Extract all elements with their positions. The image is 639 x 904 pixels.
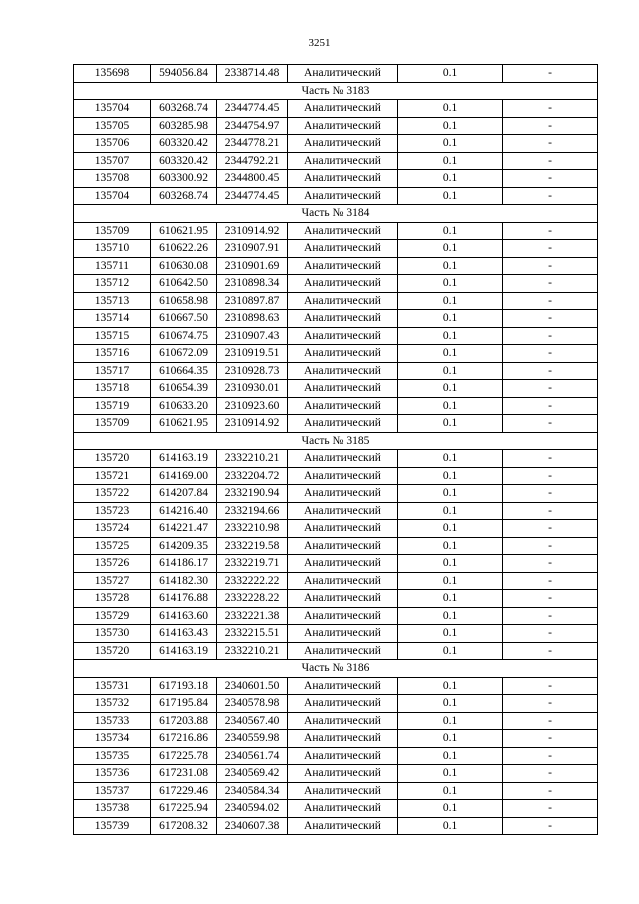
y-coordinate-cell: 2332222.22: [217, 572, 288, 590]
description-cell: -: [503, 765, 598, 783]
point-number-cell: 135726: [74, 555, 151, 573]
method-cell: Аналитический: [288, 677, 398, 695]
description-cell: -: [503, 625, 598, 643]
method-cell: Аналитический: [288, 520, 398, 538]
table-row: [74, 800, 598, 818]
x-coordinate-cell: 610622.26: [151, 240, 217, 258]
accuracy-cell: 0.1: [398, 572, 503, 590]
method-cell: Аналитический: [288, 730, 398, 748]
method-cell: Аналитический: [288, 607, 398, 625]
x-coordinate-cell: 614186.17: [151, 555, 217, 573]
description-cell: -: [503, 607, 598, 625]
table-row: [74, 170, 598, 188]
x-coordinate-cell: 617231.08: [151, 765, 217, 783]
accuracy-cell: 0.1: [398, 782, 503, 800]
x-coordinate-cell: 603268.74: [151, 187, 217, 205]
accuracy-cell: 0.1: [398, 695, 503, 713]
x-coordinate-cell: 617193.18: [151, 677, 217, 695]
section-header-row: [74, 205, 598, 223]
method-cell: Аналитический: [288, 345, 398, 363]
point-number-cell: 135698: [74, 65, 151, 83]
method-cell: Аналитический: [288, 222, 398, 240]
description-cell: -: [503, 572, 598, 590]
point-number-cell: 135728: [74, 590, 151, 608]
description-cell: -: [503, 117, 598, 135]
y-coordinate-cell: 2332219.58: [217, 537, 288, 555]
y-coordinate-cell: 2340601.50: [217, 677, 288, 695]
y-coordinate-cell: 2310898.63: [217, 310, 288, 328]
method-cell: Аналитический: [288, 572, 398, 590]
point-number-cell: 135712: [74, 275, 151, 293]
table-row: [74, 642, 598, 660]
table-row: [74, 467, 598, 485]
accuracy-cell: 0.1: [398, 397, 503, 415]
x-coordinate-cell: 614176.88: [151, 590, 217, 608]
point-number-cell: 135718: [74, 380, 151, 398]
point-number-cell: 135711: [74, 257, 151, 275]
y-coordinate-cell: 2338714.48: [217, 65, 288, 83]
description-cell: -: [503, 730, 598, 748]
accuracy-cell: 0.1: [398, 747, 503, 765]
x-coordinate-cell: 617203.88: [151, 712, 217, 730]
accuracy-cell: 0.1: [398, 555, 503, 573]
table-row: [74, 817, 598, 835]
point-number-cell: 135731: [74, 677, 151, 695]
page-number: 3251: [308, 37, 331, 49]
table-row: [74, 537, 598, 555]
table-row: [74, 100, 598, 118]
x-coordinate-cell: 617208.32: [151, 817, 217, 835]
point-number-cell: 135709: [74, 415, 151, 433]
description-cell: -: [503, 345, 598, 363]
point-number-cell: 135722: [74, 485, 151, 503]
method-cell: Аналитический: [288, 485, 398, 503]
point-number-cell: 135715: [74, 327, 151, 345]
section-header-row: [74, 82, 598, 100]
accuracy-cell: 0.1: [398, 292, 503, 310]
x-coordinate-cell: 614221.47: [151, 520, 217, 538]
y-coordinate-cell: 2332228.22: [217, 590, 288, 608]
table-row: [74, 730, 598, 748]
description-cell: -: [503, 65, 598, 83]
description-cell: -: [503, 240, 598, 258]
point-number-cell: 135725: [74, 537, 151, 555]
method-cell: Аналитический: [288, 152, 398, 170]
description-cell: -: [503, 310, 598, 328]
x-coordinate-cell: 614163.19: [151, 450, 217, 468]
accuracy-cell: 0.1: [398, 450, 503, 468]
point-number-cell: 135735: [74, 747, 151, 765]
y-coordinate-cell: 2310928.73: [217, 362, 288, 380]
accuracy-cell: 0.1: [398, 170, 503, 188]
point-number-cell: 135730: [74, 625, 151, 643]
table-row: [74, 590, 598, 608]
x-coordinate-cell: 610672.09: [151, 345, 217, 363]
x-coordinate-cell: 603320.42: [151, 135, 217, 153]
method-cell: Аналитический: [288, 765, 398, 783]
method-cell: Аналитический: [288, 380, 398, 398]
point-number-cell: 135739: [74, 817, 151, 835]
section-title: Часть № 3185: [74, 432, 598, 450]
y-coordinate-cell: 2340567.40: [217, 712, 288, 730]
section-title: Часть № 3186: [74, 660, 598, 678]
point-number-cell: 135705: [74, 117, 151, 135]
description-cell: -: [503, 467, 598, 485]
table-row: [74, 485, 598, 503]
table-row: [74, 677, 598, 695]
description-cell: -: [503, 485, 598, 503]
table-row: [74, 362, 598, 380]
section-header-row: [74, 660, 598, 678]
y-coordinate-cell: 2310914.92: [217, 415, 288, 433]
y-coordinate-cell: 2310897.87: [217, 292, 288, 310]
method-cell: Аналитический: [288, 590, 398, 608]
x-coordinate-cell: 594056.84: [151, 65, 217, 83]
x-coordinate-cell: 610664.35: [151, 362, 217, 380]
point-number-cell: 135724: [74, 520, 151, 538]
y-coordinate-cell: 2332210.98: [217, 520, 288, 538]
table-row: [74, 187, 598, 205]
table-row: [74, 257, 598, 275]
description-cell: -: [503, 362, 598, 380]
method-cell: Аналитический: [288, 170, 398, 188]
y-coordinate-cell: 2344774.45: [217, 187, 288, 205]
method-cell: Аналитический: [288, 100, 398, 118]
table-body: [74, 65, 598, 835]
x-coordinate-cell: 617229.46: [151, 782, 217, 800]
point-number-cell: 135738: [74, 800, 151, 818]
table-row: [74, 520, 598, 538]
x-coordinate-cell: 610674.75: [151, 327, 217, 345]
table-row: [74, 117, 598, 135]
accuracy-cell: 0.1: [398, 590, 503, 608]
y-coordinate-cell: 2310901.69: [217, 257, 288, 275]
point-number-cell: 135719: [74, 397, 151, 415]
x-coordinate-cell: 614163.43: [151, 625, 217, 643]
x-coordinate-cell: 603285.98: [151, 117, 217, 135]
y-coordinate-cell: 2340559.98: [217, 730, 288, 748]
accuracy-cell: 0.1: [398, 327, 503, 345]
accuracy-cell: 0.1: [398, 345, 503, 363]
method-cell: Аналитический: [288, 625, 398, 643]
table-row: [74, 572, 598, 590]
accuracy-cell: 0.1: [398, 415, 503, 433]
description-cell: -: [503, 170, 598, 188]
table-row: [74, 65, 598, 83]
point-number-cell: 135737: [74, 782, 151, 800]
description-cell: -: [503, 257, 598, 275]
x-coordinate-cell: 610667.50: [151, 310, 217, 328]
accuracy-cell: 0.1: [398, 65, 503, 83]
x-coordinate-cell: 617225.78: [151, 747, 217, 765]
point-number-cell: 135704: [74, 187, 151, 205]
method-cell: Аналитический: [288, 397, 398, 415]
point-number-cell: 135721: [74, 467, 151, 485]
method-cell: Аналитический: [288, 450, 398, 468]
accuracy-cell: 0.1: [398, 257, 503, 275]
accuracy-cell: 0.1: [398, 100, 503, 118]
table-row: [74, 415, 598, 433]
method-cell: Аналитический: [288, 135, 398, 153]
accuracy-cell: 0.1: [398, 152, 503, 170]
method-cell: Аналитический: [288, 695, 398, 713]
description-cell: -: [503, 380, 598, 398]
accuracy-cell: 0.1: [398, 117, 503, 135]
point-number-cell: 135727: [74, 572, 151, 590]
x-coordinate-cell: 614163.19: [151, 642, 217, 660]
method-cell: Аналитический: [288, 187, 398, 205]
y-coordinate-cell: 2344778.21: [217, 135, 288, 153]
x-coordinate-cell: 610658.98: [151, 292, 217, 310]
accuracy-cell: 0.1: [398, 467, 503, 485]
description-cell: -: [503, 747, 598, 765]
x-coordinate-cell: 603300.92: [151, 170, 217, 188]
y-coordinate-cell: 2340594.02: [217, 800, 288, 818]
table-row: [74, 292, 598, 310]
table-row: [74, 555, 598, 573]
method-cell: Аналитический: [288, 712, 398, 730]
method-cell: Аналитический: [288, 747, 398, 765]
method-cell: Аналитический: [288, 275, 398, 293]
point-number-cell: 135733: [74, 712, 151, 730]
point-number-cell: 135708: [74, 170, 151, 188]
method-cell: Аналитический: [288, 537, 398, 555]
description-cell: -: [503, 292, 598, 310]
section-title: Часть № 3184: [74, 205, 598, 223]
table-row: [74, 152, 598, 170]
y-coordinate-cell: 2332219.71: [217, 555, 288, 573]
accuracy-cell: 0.1: [398, 765, 503, 783]
y-coordinate-cell: 2310914.92: [217, 222, 288, 240]
y-coordinate-cell: 2340578.98: [217, 695, 288, 713]
point-number-cell: 135710: [74, 240, 151, 258]
table-row: [74, 625, 598, 643]
point-number-cell: 135706: [74, 135, 151, 153]
description-cell: -: [503, 275, 598, 293]
y-coordinate-cell: 2332215.51: [217, 625, 288, 643]
description-cell: -: [503, 800, 598, 818]
description-cell: -: [503, 537, 598, 555]
table-row: [74, 240, 598, 258]
method-cell: Аналитический: [288, 65, 398, 83]
description-cell: -: [503, 187, 598, 205]
point-number-cell: 135723: [74, 502, 151, 520]
description-cell: -: [503, 450, 598, 468]
description-cell: -: [503, 590, 598, 608]
table-row: [74, 765, 598, 783]
method-cell: Аналитический: [288, 292, 398, 310]
coordinates-table: [73, 64, 598, 835]
description-cell: -: [503, 817, 598, 835]
x-coordinate-cell: 610642.50: [151, 275, 217, 293]
point-number-cell: 135714: [74, 310, 151, 328]
table-row: [74, 327, 598, 345]
x-coordinate-cell: 614163.60: [151, 607, 217, 625]
table-row: [74, 345, 598, 363]
y-coordinate-cell: 2344774.45: [217, 100, 288, 118]
description-cell: -: [503, 782, 598, 800]
description-cell: -: [503, 555, 598, 573]
description-cell: -: [503, 520, 598, 538]
point-number-cell: 135729: [74, 607, 151, 625]
x-coordinate-cell: 614182.30: [151, 572, 217, 590]
accuracy-cell: 0.1: [398, 625, 503, 643]
section-title: Часть № 3183: [74, 82, 598, 100]
method-cell: Аналитический: [288, 800, 398, 818]
y-coordinate-cell: 2332204.72: [217, 467, 288, 485]
x-coordinate-cell: 617216.86: [151, 730, 217, 748]
table-row: [74, 380, 598, 398]
point-number-cell: 135713: [74, 292, 151, 310]
table-row: [74, 310, 598, 328]
description-cell: -: [503, 415, 598, 433]
accuracy-cell: 0.1: [398, 222, 503, 240]
x-coordinate-cell: 610633.20: [151, 397, 217, 415]
accuracy-cell: 0.1: [398, 642, 503, 660]
point-number-cell: 135704: [74, 100, 151, 118]
accuracy-cell: 0.1: [398, 677, 503, 695]
description-cell: -: [503, 695, 598, 713]
accuracy-cell: 0.1: [398, 310, 503, 328]
description-cell: -: [503, 397, 598, 415]
x-coordinate-cell: 614209.35: [151, 537, 217, 555]
x-coordinate-cell: 617195.84: [151, 695, 217, 713]
method-cell: Аналитический: [288, 782, 398, 800]
y-coordinate-cell: 2310907.91: [217, 240, 288, 258]
accuracy-cell: 0.1: [398, 362, 503, 380]
accuracy-cell: 0.1: [398, 187, 503, 205]
y-coordinate-cell: 2340607.38: [217, 817, 288, 835]
y-coordinate-cell: 2332210.21: [217, 450, 288, 468]
point-number-cell: 135707: [74, 152, 151, 170]
method-cell: Аналитический: [288, 117, 398, 135]
table-row: [74, 747, 598, 765]
y-coordinate-cell: 2332210.21: [217, 642, 288, 660]
accuracy-cell: 0.1: [398, 520, 503, 538]
accuracy-cell: 0.1: [398, 537, 503, 555]
method-cell: Аналитический: [288, 362, 398, 380]
table-row: [74, 502, 598, 520]
accuracy-cell: 0.1: [398, 730, 503, 748]
table-row: [74, 275, 598, 293]
point-number-cell: 135717: [74, 362, 151, 380]
accuracy-cell: 0.1: [398, 240, 503, 258]
point-number-cell: 135709: [74, 222, 151, 240]
description-cell: -: [503, 712, 598, 730]
accuracy-cell: 0.1: [398, 800, 503, 818]
x-coordinate-cell: 614169.00: [151, 467, 217, 485]
y-coordinate-cell: 2310930.01: [217, 380, 288, 398]
y-coordinate-cell: 2344800.45: [217, 170, 288, 188]
accuracy-cell: 0.1: [398, 485, 503, 503]
x-coordinate-cell: 614216.40: [151, 502, 217, 520]
y-coordinate-cell: 2310907.43: [217, 327, 288, 345]
y-coordinate-cell: 2340569.42: [217, 765, 288, 783]
x-coordinate-cell: 617225.94: [151, 800, 217, 818]
method-cell: Аналитический: [288, 555, 398, 573]
y-coordinate-cell: 2310919.51: [217, 345, 288, 363]
accuracy-cell: 0.1: [398, 380, 503, 398]
method-cell: Аналитический: [288, 502, 398, 520]
x-coordinate-cell: 610654.39: [151, 380, 217, 398]
method-cell: Аналитический: [288, 415, 398, 433]
accuracy-cell: 0.1: [398, 275, 503, 293]
description-cell: -: [503, 152, 598, 170]
description-cell: -: [503, 135, 598, 153]
table-row: [74, 782, 598, 800]
table-row: [74, 222, 598, 240]
section-header-row: [74, 432, 598, 450]
table-row: [74, 450, 598, 468]
table-row: [74, 397, 598, 415]
method-cell: Аналитический: [288, 642, 398, 660]
x-coordinate-cell: 610621.95: [151, 415, 217, 433]
y-coordinate-cell: 2332194.66: [217, 502, 288, 520]
method-cell: Аналитический: [288, 257, 398, 275]
y-coordinate-cell: 2310898.34: [217, 275, 288, 293]
description-cell: -: [503, 222, 598, 240]
accuracy-cell: 0.1: [398, 502, 503, 520]
description-cell: -: [503, 502, 598, 520]
method-cell: Аналитический: [288, 240, 398, 258]
method-cell: Аналитический: [288, 467, 398, 485]
point-number-cell: 135732: [74, 695, 151, 713]
description-cell: -: [503, 327, 598, 345]
y-coordinate-cell: 2332190.94: [217, 485, 288, 503]
point-number-cell: 135736: [74, 765, 151, 783]
x-coordinate-cell: 603320.42: [151, 152, 217, 170]
y-coordinate-cell: 2340561.74: [217, 747, 288, 765]
method-cell: Аналитический: [288, 817, 398, 835]
description-cell: -: [503, 677, 598, 695]
y-coordinate-cell: 2340584.34: [217, 782, 288, 800]
table-row: [74, 607, 598, 625]
accuracy-cell: 0.1: [398, 817, 503, 835]
x-coordinate-cell: 610630.08: [151, 257, 217, 275]
y-coordinate-cell: 2310923.60: [217, 397, 288, 415]
description-cell: -: [503, 642, 598, 660]
table-row: [74, 695, 598, 713]
x-coordinate-cell: 614207.84: [151, 485, 217, 503]
point-number-cell: 135716: [74, 345, 151, 363]
table-row: [74, 712, 598, 730]
point-number-cell: 135734: [74, 730, 151, 748]
table-row: [74, 135, 598, 153]
y-coordinate-cell: 2344754.97: [217, 117, 288, 135]
accuracy-cell: 0.1: [398, 135, 503, 153]
y-coordinate-cell: 2332221.38: [217, 607, 288, 625]
accuracy-cell: 0.1: [398, 712, 503, 730]
method-cell: Аналитический: [288, 310, 398, 328]
x-coordinate-cell: 603268.74: [151, 100, 217, 118]
y-coordinate-cell: 2344792.21: [217, 152, 288, 170]
x-coordinate-cell: 610621.95: [151, 222, 217, 240]
description-cell: -: [503, 100, 598, 118]
method-cell: Аналитический: [288, 327, 398, 345]
accuracy-cell: 0.1: [398, 607, 503, 625]
point-number-cell: 135720: [74, 450, 151, 468]
point-number-cell: 135720: [74, 642, 151, 660]
